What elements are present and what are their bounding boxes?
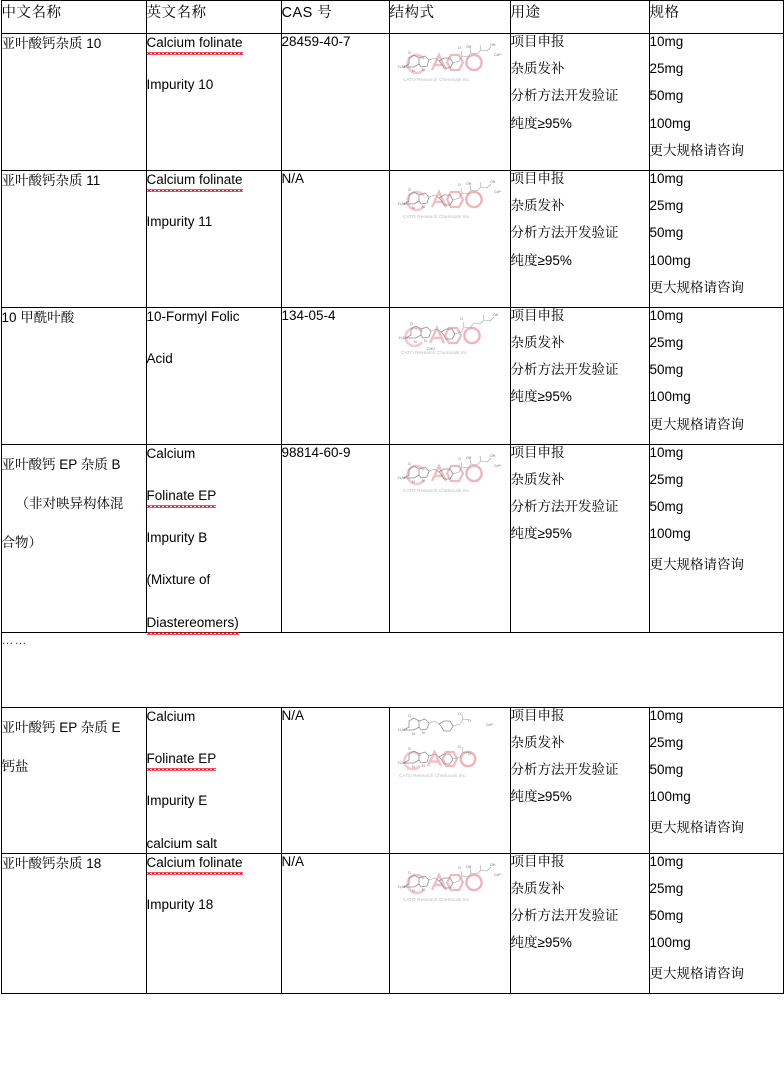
svg-text:O: O xyxy=(459,316,463,321)
svg-text:OH: OH xyxy=(465,45,471,49)
svg-text:N: N xyxy=(423,338,427,343)
svg-text:N: N xyxy=(413,339,417,344)
svg-text:N: N xyxy=(421,763,425,768)
spellcheck-underlined-text: Diastereomers) xyxy=(147,614,239,632)
cell-specification: 10mg 25mg 50mg 100mg 更大规格请咨询 xyxy=(649,444,783,632)
svg-text:N: N xyxy=(411,731,415,736)
table-row xyxy=(1,170,783,307)
structure-image xyxy=(394,34,506,92)
cell-usage: 项目申报 杂质发补 分析方法开发验证 纯度≥95% xyxy=(510,707,649,853)
svg-text:H₂N: H₂N xyxy=(397,884,405,889)
svg-text:O: O xyxy=(407,713,411,718)
cell-cas-number: 98814-60-9 xyxy=(281,444,389,632)
column-header-usage: 用途 xyxy=(510,1,649,34)
cell-english-name: Calcium folinate Impurity 18 xyxy=(146,853,281,993)
svg-text:OH: OH xyxy=(489,862,495,867)
svg-text:N: N xyxy=(411,764,415,769)
svg-text:OH: OH xyxy=(489,179,495,184)
svg-text:Ca²⁺: Ca²⁺ xyxy=(493,53,502,57)
cell-specification: 10mg 25mg 50mg 100mg 更大规格请咨询 xyxy=(649,307,783,444)
cell-cas-number: N/A xyxy=(281,853,389,993)
svg-text:H₂N: H₂N xyxy=(397,475,405,480)
svg-text:OH: OH xyxy=(465,455,471,460)
table-row xyxy=(1,34,783,171)
svg-text:O: O xyxy=(457,711,461,716)
svg-text:Ca²⁺: Ca²⁺ xyxy=(493,463,502,468)
column-header-cn-name: 中文名称 xyxy=(1,1,146,34)
svg-text:N: N xyxy=(411,69,415,73)
svg-text:O⁻: O⁻ xyxy=(467,751,473,756)
svg-text:H₂N: H₂N xyxy=(397,65,405,69)
cell-structure xyxy=(389,707,510,853)
svg-text:H₂N: H₂N xyxy=(398,335,406,340)
spellcheck-underlined-text: Calcium folinate xyxy=(147,854,243,872)
cell-chinese-name: 亚叶酸钙杂质 10 xyxy=(1,34,146,171)
svg-text:N: N xyxy=(411,205,415,210)
cell-structure xyxy=(389,170,510,307)
svg-text:O: O xyxy=(457,744,461,749)
column-header-structure: 结构式 xyxy=(389,1,510,34)
structure-image xyxy=(394,308,506,366)
svg-text:O: O xyxy=(407,461,411,466)
spellcheck-underlined-text: Calcium folinate xyxy=(147,34,243,52)
svg-text:O: O xyxy=(409,321,413,326)
cell-english-name: Calcium Folinate EP Impurity E calcium salt xyxy=(146,707,281,853)
svg-text:Ca²⁺: Ca²⁺ xyxy=(493,872,502,877)
table-body xyxy=(1,34,783,994)
impurity-products-table xyxy=(1,0,784,994)
cell-chinese-name: 亚叶酸钙杂质 18 xyxy=(1,853,146,993)
structure-image xyxy=(394,445,506,503)
svg-text:O: O xyxy=(407,746,411,751)
cell-chinese-name: 亚叶酸钙 EP 杂质 E 钙盐 xyxy=(1,707,146,853)
svg-text:N: N xyxy=(421,68,425,72)
svg-text:OH: OH xyxy=(489,453,495,458)
table-row xyxy=(1,444,783,632)
table-row xyxy=(1,853,783,993)
svg-text:OH: OH xyxy=(492,312,498,317)
svg-text:Ca²⁺: Ca²⁺ xyxy=(485,722,494,727)
table-row-ellipsis xyxy=(1,632,783,707)
svg-text:O: O xyxy=(457,865,461,870)
table-row xyxy=(1,707,783,853)
cell-chinese-name: 10 甲酰叶酸 xyxy=(1,307,146,444)
cell-usage: 项目申报 杂质发补 分析方法开发验证 纯度≥95% xyxy=(510,34,649,171)
table-row xyxy=(1,307,783,444)
cell-chinese-name: 亚叶酸钙杂质 11 xyxy=(1,170,146,307)
cell-usage: 项目申报 杂质发补 分析方法开发验证 纯度≥95% xyxy=(510,170,649,307)
cell-structure xyxy=(389,853,510,993)
svg-text:CATO Research Chemicals Inc.: CATO Research Chemicals Inc. xyxy=(400,349,468,355)
svg-text:N: N xyxy=(421,478,425,483)
svg-text:CHO: CHO xyxy=(426,346,435,351)
svg-text:CATO Research Chemicals Inc.: CATO Research Chemicals Inc. xyxy=(398,772,466,778)
svg-text:N: N xyxy=(411,479,415,484)
cell-structure xyxy=(389,34,510,171)
spellcheck-underlined-text: Folinate EP xyxy=(147,487,217,505)
column-header-cas-no: CAS 号 xyxy=(281,1,389,34)
cell-usage: 项目申报 杂质发补 分析方法开发验证 纯度≥95% xyxy=(510,444,649,632)
cell-specification: 10mg 25mg 50mg 100mg 更大规格请咨询 xyxy=(649,170,783,307)
cell-structure xyxy=(389,307,510,444)
svg-text:O⁻: O⁻ xyxy=(467,718,473,723)
svg-text:H₂N: H₂N xyxy=(397,201,405,206)
cell-cas-number: N/A xyxy=(281,170,389,307)
cell-cas-number: 28459-40-7 xyxy=(281,34,389,171)
svg-text:O: O xyxy=(457,46,461,50)
ellipsis-cell: …… xyxy=(1,632,783,707)
spellcheck-underlined-text: Calcium folinate xyxy=(147,171,243,189)
cell-usage: 项目申报 杂质发补 分析方法开发验证 纯度≥95% xyxy=(510,853,649,993)
svg-text:N: N xyxy=(411,888,415,893)
cell-english-name: Calcium folinate Impurity 10 xyxy=(146,34,281,171)
cell-english-name: Calcium Folinate EP Impurity B (Mixture of Diastereomers) xyxy=(146,444,281,632)
svg-text:CATO Research Chemicals Inc.: CATO Research Chemicals Inc. xyxy=(402,213,470,219)
table-header-row xyxy=(1,1,783,34)
column-header-spec: 规格 xyxy=(649,1,783,34)
table-header xyxy=(1,1,783,34)
svg-text:O: O xyxy=(407,187,411,192)
svg-text:O: O xyxy=(407,870,411,875)
svg-text:OH: OH xyxy=(465,864,471,869)
structure-image xyxy=(394,854,506,912)
cell-cas-number: 134-05-4 xyxy=(281,307,389,444)
svg-text:Ca²⁺: Ca²⁺ xyxy=(493,189,502,194)
svg-text:H₂N: H₂N xyxy=(397,760,405,765)
svg-text:N: N xyxy=(421,887,425,892)
svg-text:OH: OH xyxy=(465,181,471,186)
cell-specification: 10mg 25mg 50mg 100mg 更大规格请咨询 xyxy=(649,34,783,171)
svg-text:O: O xyxy=(407,51,411,55)
svg-text:O: O xyxy=(457,182,461,187)
spellcheck-underlined-text: Folinate EP xyxy=(147,750,217,768)
cell-chinese-name: 亚叶酸钙 EP 杂质 B （非对映异构体混 合物） xyxy=(1,444,146,632)
cell-specification: 10mg 25mg 50mg 100mg 更大规格请咨询 xyxy=(649,707,783,853)
cell-english-name: 10-Formyl Folic Acid xyxy=(146,307,281,444)
svg-text:O: O xyxy=(457,456,461,461)
svg-text:N: N xyxy=(421,204,425,209)
structure-image xyxy=(394,171,506,229)
cell-cas-number: N/A xyxy=(281,707,389,853)
structure-image xyxy=(394,708,506,794)
cell-usage: 项目申报 杂质发补 分析方法开发验证 纯度≥95% xyxy=(510,307,649,444)
cell-structure xyxy=(389,444,510,632)
svg-text:OH: OH xyxy=(489,43,495,47)
svg-text:CATO Research Chemicals Inc.: CATO Research Chemicals Inc. xyxy=(402,896,470,902)
svg-text:CATO Research Chemicals Inc.: CATO Research Chemicals Inc. xyxy=(402,487,470,493)
cell-english-name: Calcium folinate Impurity 11 xyxy=(146,170,281,307)
svg-text:H₂N: H₂N xyxy=(397,727,405,732)
column-header-en-name: 英文名称 xyxy=(146,1,281,34)
svg-text:CATO Research Chemicals Inc.: CATO Research Chemicals Inc. xyxy=(402,77,470,82)
svg-text:N: N xyxy=(421,730,425,735)
cell-specification: 10mg 25mg 50mg 100mg 更大规格请咨询 xyxy=(649,853,783,993)
cato-watermark xyxy=(398,328,480,355)
